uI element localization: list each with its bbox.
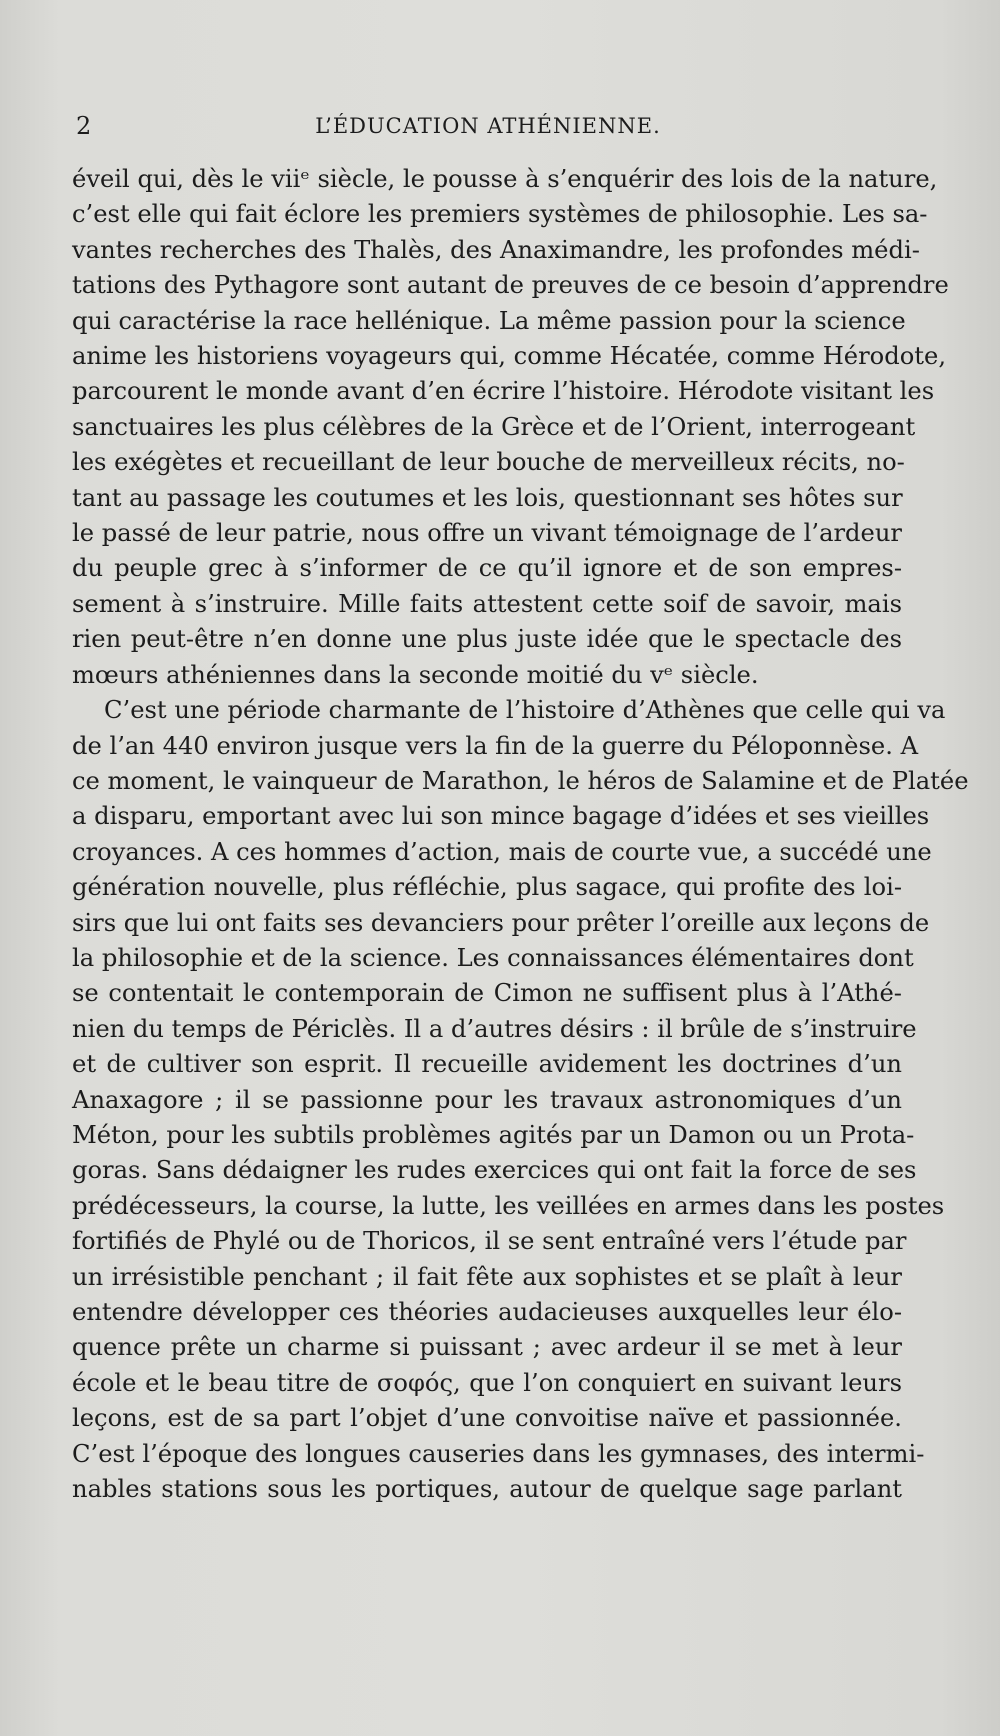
text-line: Anaxagore ; il se passionne pour les travaux astronomiques d’un [72, 1085, 902, 1114]
text-line: les exégètes et recueillant de leur bouche de merveilleux récits, no- [72, 448, 905, 477]
text-line: entendre développer ces théories audacieuses auxquelles leur élo- [72, 1298, 902, 1326]
text-line: Méton, pour les subtils problèmes agités par un Damon ou un Prota- [72, 1120, 915, 1149]
text-line: la philosophie et de la science. Les connaissances élémentaires dont [72, 943, 914, 972]
text-line: rien peut-être n’en donne une plus juste idée que le spectacle des [72, 625, 902, 654]
page-header [72, 108, 904, 148]
text-line: anime les historiens voyageurs qui, comme Hécatée, comme Hérodote, [72, 342, 947, 371]
text-line: quence prête un charme si puissant ; avec ardeur il se met à leur [72, 1333, 902, 1362]
text-line: croyances. A ces hommes d’action, mais de courte vue, a succédé une [72, 837, 932, 866]
text-line: leçons, est de sa part l’objet d’une convoitise naïve et passionnée. [72, 1404, 902, 1433]
text-line: C’est l’époque des longues causeries dans les gymnases, des intermi- [72, 1439, 925, 1468]
text-line: nables stations sous les portiques, autour de quelque sage parlant [72, 1475, 902, 1504]
text-line: sement à s’instruire. Mille faits attestent cette soif de savoir, mais [72, 589, 902, 618]
text-line: du peuple grec à s’informer de ce qu’il ignore et de son empres- [72, 554, 902, 583]
text-line: nien du temps de Périclès. Il a d’autres désirs : il brûle de s’instruire [72, 1014, 917, 1043]
text-line: sanctuaires les plus célèbres de la Grèce et de l’Orient, interrogeant [72, 412, 916, 441]
text-line: c’est elle qui fait éclore les premiers systèmes de philosophie. Les sa- [72, 200, 928, 229]
text-line: prédécesseurs, la course, la lutte, les veillées en armes dans les postes [72, 1191, 945, 1220]
text-line: goras. Sans dédaigner les rudes exercices qui ont fait la force de ses [72, 1156, 917, 1185]
text-line: ce moment, le vainqueur de Marathon, le héros de Salamine et de Platée [72, 766, 969, 795]
text-line: se contentait le contemporain de Cimon ne suffisent plus à l’Athé- [72, 979, 902, 1008]
text-line: vantes recherches des Thalès, des Anaximandre, les profondes médi- [72, 235, 920, 264]
text-line: a disparu, emportant avec lui son mince bagage d’idées et ses vieilles [72, 802, 930, 831]
running-title: L’ÉDUCATION ATHÉNIENNE. [315, 114, 661, 138]
text-line: C’est une période charmante de l’histoire d’Athènes que celle qui va [104, 696, 946, 725]
text-line: qui caractérise la race hellénique. La même passion pour la science [72, 306, 906, 335]
text-line: de l’an 440 environ jusque vers la fin de la guerre du Péloponnèse. A [72, 731, 919, 760]
text-line: fortifiés de Phylé ou de Thoricos, il se sent entraîné vers l’étude par [72, 1227, 907, 1256]
text-line: mœurs athéniennes dans la seconde moitié du vᵉ siècle. [72, 660, 759, 689]
text-line: et de cultiver son esprit. Il recueille avidement les doctrines d’un [72, 1050, 902, 1079]
text-line: le passé de leur patrie, nous offre un vivant témoignage de l’ardeur [72, 519, 902, 548]
text-line: tant au passage les coutumes et les lois, questionnant ses hôtes sur [72, 483, 903, 512]
text-line: sirs que lui ont faits ses devanciers pour prêter l’oreille aux leçons de [72, 908, 930, 937]
text-line: éveil qui, dès le viiᵉ siècle, le pousse à s’enquérir des lois de la nature, [72, 165, 938, 193]
body-text [72, 162, 969, 1507]
text-line: un irrésistible penchant ; il fait fête aux sophistes et se plaît à leur [72, 1262, 902, 1291]
text-line: tations des Pythagore sont autant de preuves de ce besoin d’apprendre [72, 271, 949, 300]
text-line: génération nouvelle, plus réfléchie, plus sagace, qui profite des loi- [72, 873, 902, 902]
text-line: parcourent le monde avant d’en écrire l’histoire. Hérodote visitant les [72, 377, 935, 406]
text-line: école et le beau titre de σοφός, que l’on conquiert en suivant leurs [72, 1368, 902, 1397]
page-number: 2 [76, 112, 93, 140]
